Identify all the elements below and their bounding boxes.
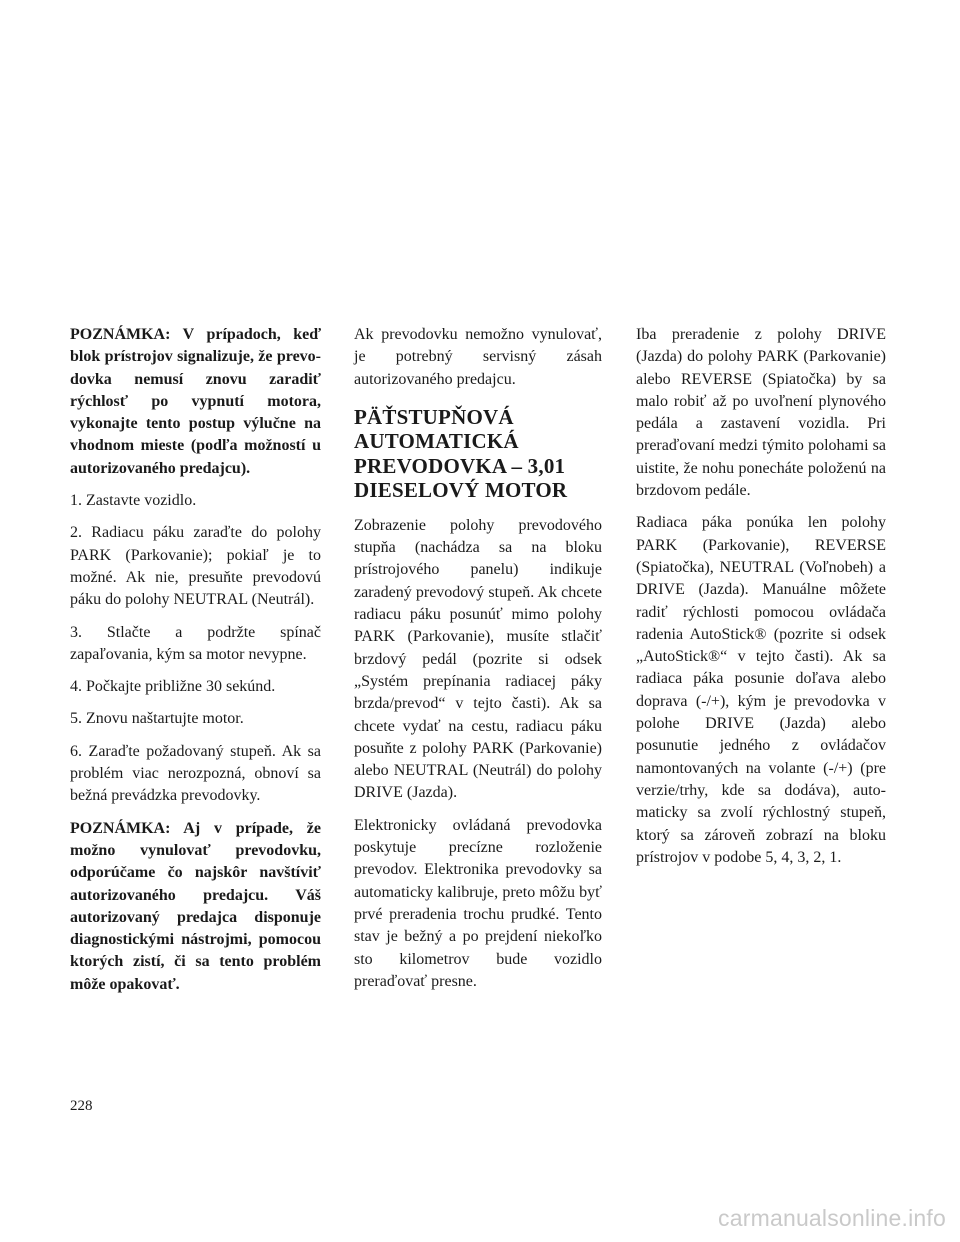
site-watermark: carmanualsonline.info [718, 1205, 946, 1231]
page-number: 228 [70, 1098, 93, 1114]
middle-column [354, 324, 602, 1003]
paragraph-lever-positions: Radiaca páka ponúka len polohy PARK (Parkovanie), REVERSE (Spiatočka), NEUTRAL (Voľnobeh) a DRIVE (Jazda). Manuálne môžete radiť rýchlosti pomocou ovládača radenia AutoStick® (pozrite si odsek „AutoStick®“ v tejto časti). Ak sa radiaca páka posunie doľava alebo doprava (-/+), kým je prevodovka v polohe DRIVE (Jazda) alebo posunutie jedného z ovládačov namontovaných na volante (-/+) (pre verzie/trhy, kde sa dodáva), automaticky sa zvolí rýchlostný stupeň, ktorý sa zároveň zobrazí na bloku prístrojov v podobe 5, 4, 3, 2, 1. [636, 514, 886, 866]
step-4: 4. Počkajte približne 30 sekúnd. [70, 678, 276, 696]
paragraph-service-required: Ak prevodovku nemožno vynulovať, je potrebný servisný zásah autorizovaného predajcu. [354, 326, 602, 388]
paragraph-gear-display: Zobrazenie polohy prevodového stupňa (nachádza sa na bloku prístrojového panelu) indikuje zaradený prevodový stupeň. Ak chcete radiacu páku posunúť mimo polohy PARK (Parkovanie), musíte stlačiť brzdový pedál (pozrite si odsek „Systém prepínania radiacej páky brzda/prevod“ v tejto časti). Ak sa chcete vydať na cestu, radiacu páku posuňte z polohy PARK (Parkovanie) alebo NEUTRAL (Neutrál) do polohy DRIVE (Jazda). [354, 516, 602, 802]
step-6: 6. Zaraďte požadovaný stupeň. Ak sa problém viac nerozpozná, obnoví sa bežná prevádzka prevodovky. [70, 742, 321, 805]
section-heading [354, 405, 602, 503]
paragraph-electronic-transmission: Elektronicky ovládaná prevodovka poskytuje precízne rozloženie prevodov. Elektronika prevodovky sa automaticky kalibruje, preto môžu byť prvé preradenia trochu prudké. Tento stav je bežný a po prejdení niekoľko sto kilometrov bude vozidlo preraďovať presne. [354, 816, 602, 990]
step-1: 1. Zastavte vozidlo. [70, 492, 197, 510]
step-2: 2. Radiacu páku zaraďte do polohy PARK (Parkovanie); pokiaľ je to možné. Ak nie, presuňte prevodovú páku do polohy NEUTRAL (Neutrál). [70, 524, 321, 609]
heading-line-4: DIESELOVÝ MOTOR [354, 478, 568, 503]
paragraph-shift-park-reverse: Iba preradenie z polohy DRIVE (Jazda) do polohy PARK (Parkovanie) alebo REVERSE (Spiatočka) by sa malo robiť až po uvoľnení plynového pedála a zastavení vozidla. Pri preraďovaní medzi týmito polohami sa uistite, že nohu ponecháte položenú na brzdovom pedále. [636, 326, 886, 500]
step-5: 5. Znovu naštartujte motor. [70, 710, 244, 728]
heading-line-1: PÄŤSTUPŇOVÁ [354, 404, 514, 429]
heading-line-3: PREVODOVKA – 3,01 [354, 453, 566, 478]
note-dealer-visit: POZNÁMKA: Aj v prípade, že možno vynulovať prevodovku, odporúčame čo najskôr navštíviť autorizovaného predajcu. Váš autorizovaný predajca disponuje diagnostickými nástrojmi, pomocou ktorých zistí, či sa tento problém môže opakovať. [70, 819, 321, 993]
note-restart-notice: POZNÁMKA: V prípadoch, keď blok prístrojov signalizuje, že prevodovka nemusí znovu zaradiť rýchlosť po vypnutí motora, vykonajte tento postup výlučne na vhodnom mieste (podľa možností u autorizovaného predajcu). [70, 326, 321, 477]
right-column [636, 324, 886, 879]
heading-line-2: AUTOMATICKÁ [354, 429, 519, 454]
step-3: 3. Stlačte a podržte spínač zapaľovania, kým sa motor nevypne. [70, 623, 321, 663]
left-column [70, 324, 321, 1006]
